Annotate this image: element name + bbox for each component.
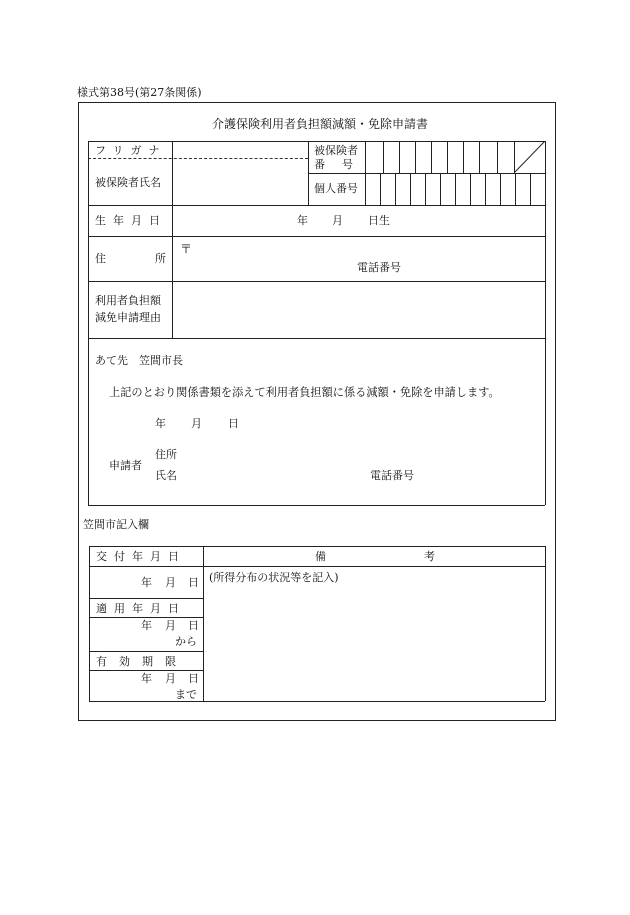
- reason-label-2: 減免申請理由: [95, 311, 161, 324]
- remarks-label-2: 考: [424, 550, 435, 563]
- birthdate-field[interactable]: [173, 206, 545, 236]
- applicant-address-field[interactable]: [185, 444, 535, 462]
- applicant-name-field[interactable]: [185, 465, 365, 483]
- issue-date-label: 交付年月日: [96, 550, 186, 563]
- declaration-day-unit: 日: [228, 417, 239, 430]
- applicant-address-label: 住所: [155, 448, 177, 461]
- birth-year-unit: 年: [297, 214, 308, 227]
- declaration-statement: 上記のとおり関係書類を添えて利用者負担額に係る減額・免除を申請します。: [109, 386, 500, 399]
- insured-name-field[interactable]: [173, 159, 307, 204]
- reason-label-1: 利用者負担額: [95, 294, 161, 307]
- birth-month-unit: 月: [332, 214, 343, 227]
- birthdate-label: 生年月日: [95, 214, 167, 227]
- issue-day-unit: 日: [188, 576, 199, 589]
- applicant-phone-label: 電話番号: [370, 469, 414, 482]
- declaration-month-unit: 月: [191, 417, 202, 430]
- issue-month-unit: 月: [165, 576, 176, 589]
- valid-month-unit: 月: [165, 672, 176, 685]
- diagonal-strike: [514, 141, 545, 173]
- personal-number-label: 個人番号: [314, 182, 358, 195]
- applicant-name-label: 氏名: [155, 469, 177, 482]
- birth-day-unit: 日生: [368, 214, 390, 227]
- postal-mark: 〒: [180, 242, 193, 256]
- insured-number-label: 被保険者: [314, 144, 358, 157]
- apply-day-unit: 日: [188, 619, 199, 632]
- insured-number-field[interactable]: [366, 142, 514, 173]
- apply-month-unit: 月: [165, 619, 176, 632]
- city-section-label: 笠間市記入欄: [83, 518, 149, 531]
- personal-number-field[interactable]: [366, 174, 545, 205]
- apply-from: から: [175, 635, 197, 648]
- reason-field[interactable]: [173, 282, 545, 338]
- issue-year-unit: 年: [141, 576, 152, 589]
- phone-label: 電話番号: [357, 261, 401, 274]
- address-label-1: 住: [95, 252, 106, 265]
- apply-year-unit: 年: [141, 619, 152, 632]
- address-field[interactable]: [190, 238, 544, 280]
- furigana-label: フリガナ: [95, 144, 167, 157]
- apply-date-label: 適用年月日: [96, 602, 186, 615]
- remarks-label-1: 備: [315, 550, 326, 563]
- insured-name-label: 被保険者氏名: [95, 176, 161, 189]
- furigana-field[interactable]: [173, 142, 307, 158]
- insured-number-label-2: 番 号: [314, 158, 356, 171]
- valid-day-unit: 日: [188, 672, 199, 685]
- form-title: 介護保険利用者負担額減額・免除申請書: [212, 117, 429, 131]
- declaration-year-unit: 年: [155, 417, 166, 430]
- remarks-note: (所得分布の状況等を記入): [209, 571, 339, 584]
- valid-until: まで: [175, 688, 197, 701]
- form-number: 様式第38号(第27条関係): [77, 86, 202, 99]
- applicant-label: 申請者: [109, 459, 142, 472]
- address-label-2: 所: [155, 252, 166, 265]
- valid-year-unit: 年: [141, 672, 152, 685]
- addressee: あて先 笠間市長: [95, 354, 183, 367]
- validity-label: 有効期限: [96, 655, 188, 668]
